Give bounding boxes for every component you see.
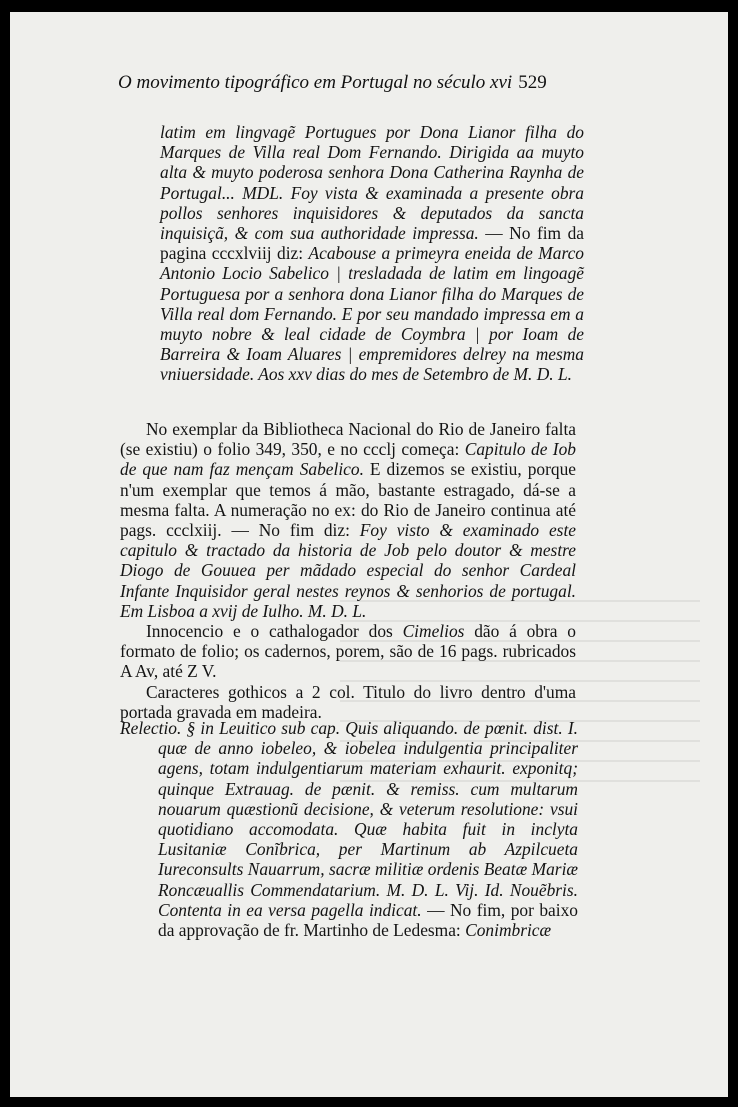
citation-title-italic: latim em lingvagẽ Portugues por Dona Lianor filha do Marques de Villa real Dom Fernando. Dirigida aa muyto alta & muyto poderosa senhora Dona Catherina Raynha de Portugal... MDL. Foy vista & examinada a presente obra pollos senhores inquisidores & deputados da sancta inquisiçã, & com sua authoridade impressa.: [160, 122, 584, 244]
running-header: [118, 72, 598, 94]
relectio-entry: [120, 718, 578, 940]
commentary-text: No exemplar da Bibliotheca Nacional do Rio de Janeiro falta (se existiu) o folio 349, 350, e no ccclj começa:: [120, 419, 576, 460]
conimbricae-italic: Conimbricæ: [465, 920, 552, 941]
header-title: O movimento tipográfico em Portugal no século xvi: [118, 72, 513, 93]
relectio-paragraph: [120, 718, 578, 940]
commentary-paragraph-2: [120, 621, 576, 682]
page-number: 529: [518, 72, 547, 93]
relectio-note: — No fim, por baixo da approvação de fr. Martinho de Ledesma:: [158, 899, 578, 941]
colophon-italic-2: Foy visto & examinado este capitulo & tractado da historia de Job pelo doutor & mestre Diogo de Gouuea per mãdado especial do senhor Cardeal Infante Inquisidor geral nestes reynos & senhorios de portugal. Em Lisboa a xvij de Iulho. M. D. L.: [120, 520, 576, 621]
commentary-text-3: Innocencio e o cathalogador dos: [146, 621, 403, 642]
commentary-paragraph-1: [120, 419, 576, 621]
commentary-paragraph-3: Caracteres gothicos a 2 col. Titulo do livro dentro d'uma portada gravada em madeira.: [120, 681, 576, 722]
indented-citation-block: [160, 122, 584, 385]
chapter-title-italic: Capitulo de Iob de que nam faz mençam Sabelico.: [120, 439, 576, 480]
cimelios-italic: Cimelios: [402, 621, 465, 642]
colophon-italic: Acabouse a primeyra eneida de Marco Antonio Locio Sabelico | tresladada de latim em lingoagẽ Portuguesa por a senhora dona Lianor filha do Marques de Villa real dom Fernando. E por seu mandado impressa em a muyto nobre & leal cidade de Coymbra | por Ioam de Barreira & Ioam Aluares | empremidores delrey na mesma vniuersidade. Aos xxv dias do mes de Setembro de M. D. L.: [160, 243, 584, 385]
citation-note: — No fim da pagina cccxlviij diz:: [160, 223, 585, 264]
citation-paragraph: [160, 122, 584, 385]
commentary-text-4: dão á obra o formato de folio; os cadernos, porem, são de 16 pags. rubricados A Av, até Z V.: [120, 621, 576, 682]
commentary-text-2: E dizemos se existiu, porque n'um exemplar que temos á mão, bastante estragado, dá-se a mesma falta. A numeração no ex: do Rio de Janeiro continua até pags. ccclxiij. — No fim diz:: [120, 459, 576, 541]
relectio-title-italic: Relectio. § in Leuitico sub cap. Quis aliquando. de pœnit. dist. I. quæ de anno iobeleo, & iobelea indulgentia principaliter agens, totam indulgentiarum materiam exhaurit. exponitq; quinque Extrauag. de pænit. & remiss. cum multarum nouarum quæstionũ decisione, & veterum resolutione: vsui quotidiano accomodata. Quæ habita fuit in inclyta Lusitaniæ Conĩbrica, per Martinum ab Azpilcueta Iureconsults Nauarrum, sacræ militiæ ordenis Beatæ Mariæ Roncæuallis Commendatarium. M. D. L. Vij. Id. Nouẽbris. Contenta in ea versa pagella indicat.: [120, 718, 578, 920]
commentary-block: [120, 419, 576, 722]
